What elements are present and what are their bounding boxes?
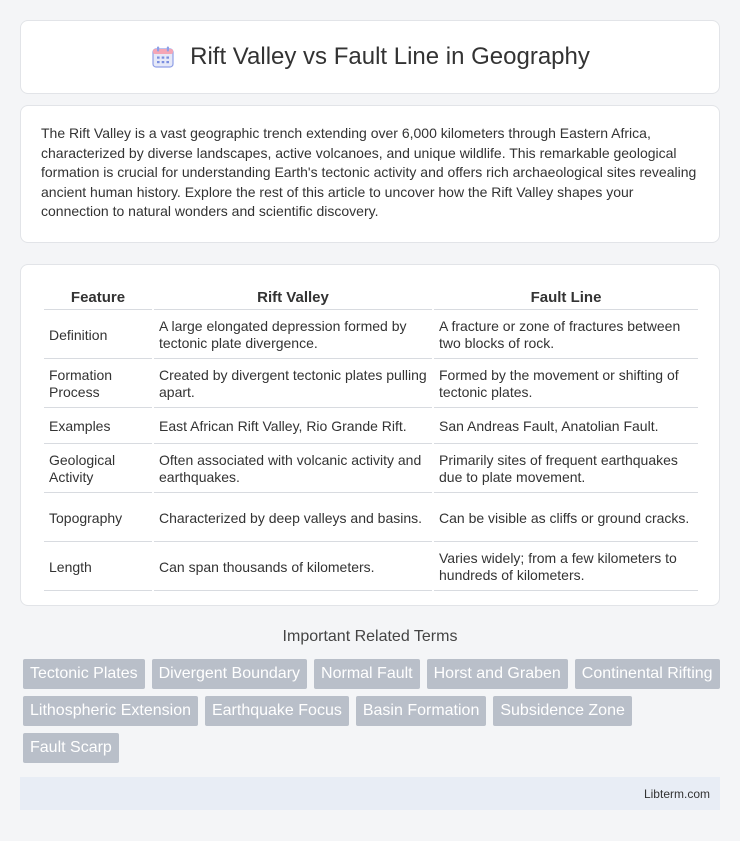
- feature-cell: Geological Activity: [44, 446, 152, 493]
- header-feature: Feature: [44, 287, 152, 310]
- term-tag[interactable]: Subsidence Zone: [493, 696, 632, 726]
- footer-site-link[interactable]: Libterm.com: [643, 786, 710, 801]
- fault-line-cell: A fracture or zone of fractures between two blocks of rock.: [434, 312, 698, 359]
- rift-valley-cell: Characterized by deep valleys and basins.: [154, 495, 432, 542]
- rift-valley-cell: Can span thousands of kilometers.: [154, 544, 432, 591]
- table-row: [44, 410, 698, 444]
- related-terms-heading: Important Related Terms: [282, 628, 458, 645]
- header-fault-line: Fault Line: [434, 287, 698, 310]
- header-rift-valley: Rift Valley: [154, 287, 432, 310]
- comparison-table-card: [20, 264, 720, 606]
- table-row: [44, 544, 698, 591]
- table-row: [44, 446, 698, 493]
- related-terms-list: [23, 659, 723, 763]
- title-wrap: [150, 43, 590, 71]
- term-tag[interactable]: Continental Rifting: [575, 659, 720, 689]
- fault-line-cell: Primarily sites of frequent earthquakes due to plate movement.: [434, 446, 698, 493]
- term-tag[interactable]: Earthquake Focus: [205, 696, 349, 726]
- term-tag[interactable]: Normal Fault: [314, 659, 420, 689]
- table-row: [44, 312, 698, 359]
- calendar-icon: [150, 44, 176, 70]
- rift-valley-cell: Created by divergent tectonic plates pulling apart.: [154, 361, 432, 408]
- intro-card: [20, 105, 720, 243]
- term-tag[interactable]: Tectonic Plates: [23, 659, 145, 689]
- fault-line-cell: San Andreas Fault, Anatolian Fault.: [434, 410, 698, 444]
- footer: [20, 777, 720, 810]
- feature-cell: Length: [44, 544, 152, 591]
- table-row: [44, 495, 698, 542]
- fault-line-cell: Can be visible as cliffs or ground cracks.: [434, 495, 698, 542]
- feature-cell: Examples: [44, 410, 152, 444]
- rift-valley-cell: A large elongated depression formed by tectonic plate divergence.: [154, 312, 432, 359]
- feature-cell: Formation Process: [44, 361, 152, 408]
- intro-paragraph: The Rift Valley is a vast geographic trench extending over 6,000 kilometers through Eastern Africa, characterized by diverse landscapes, active volcanoes, and unique wildlife. This remarkable geological formation is crucial for understanding Earth's tectonic activity and offers rich archaeological sites revealing ancient human history. Explore the rest of this article to uncover how the Rift Valley shapes your connection to natural wonders and scientific discovery.: [41, 125, 697, 219]
- page-title: Rift Valley vs Fault Line in Geography: [190, 43, 590, 70]
- rift-valley-cell: Often associated with volcanic activity and earthquakes.: [154, 446, 432, 493]
- comparison-table: [42, 285, 700, 593]
- term-tag[interactable]: Divergent Boundary: [152, 659, 307, 689]
- term-tag[interactable]: Basin Formation: [356, 696, 487, 726]
- term-tag[interactable]: Lithospheric Extension: [23, 696, 198, 726]
- term-tag[interactable]: Fault Scarp: [23, 733, 119, 763]
- rift-valley-cell: East African Rift Valley, Rio Grande Rift.: [154, 410, 432, 444]
- fault-line-cell: Varies widely; from a few kilometers to hundreds of kilometers.: [434, 544, 698, 591]
- term-tag[interactable]: Horst and Graben: [427, 659, 568, 689]
- table-row: [44, 361, 698, 408]
- fault-line-cell: Formed by the movement or shifting of tectonic plates.: [434, 361, 698, 408]
- title-card: [20, 20, 720, 94]
- feature-cell: Topography: [44, 495, 152, 542]
- table-header-row: [44, 287, 698, 310]
- feature-cell: Definition: [44, 312, 152, 359]
